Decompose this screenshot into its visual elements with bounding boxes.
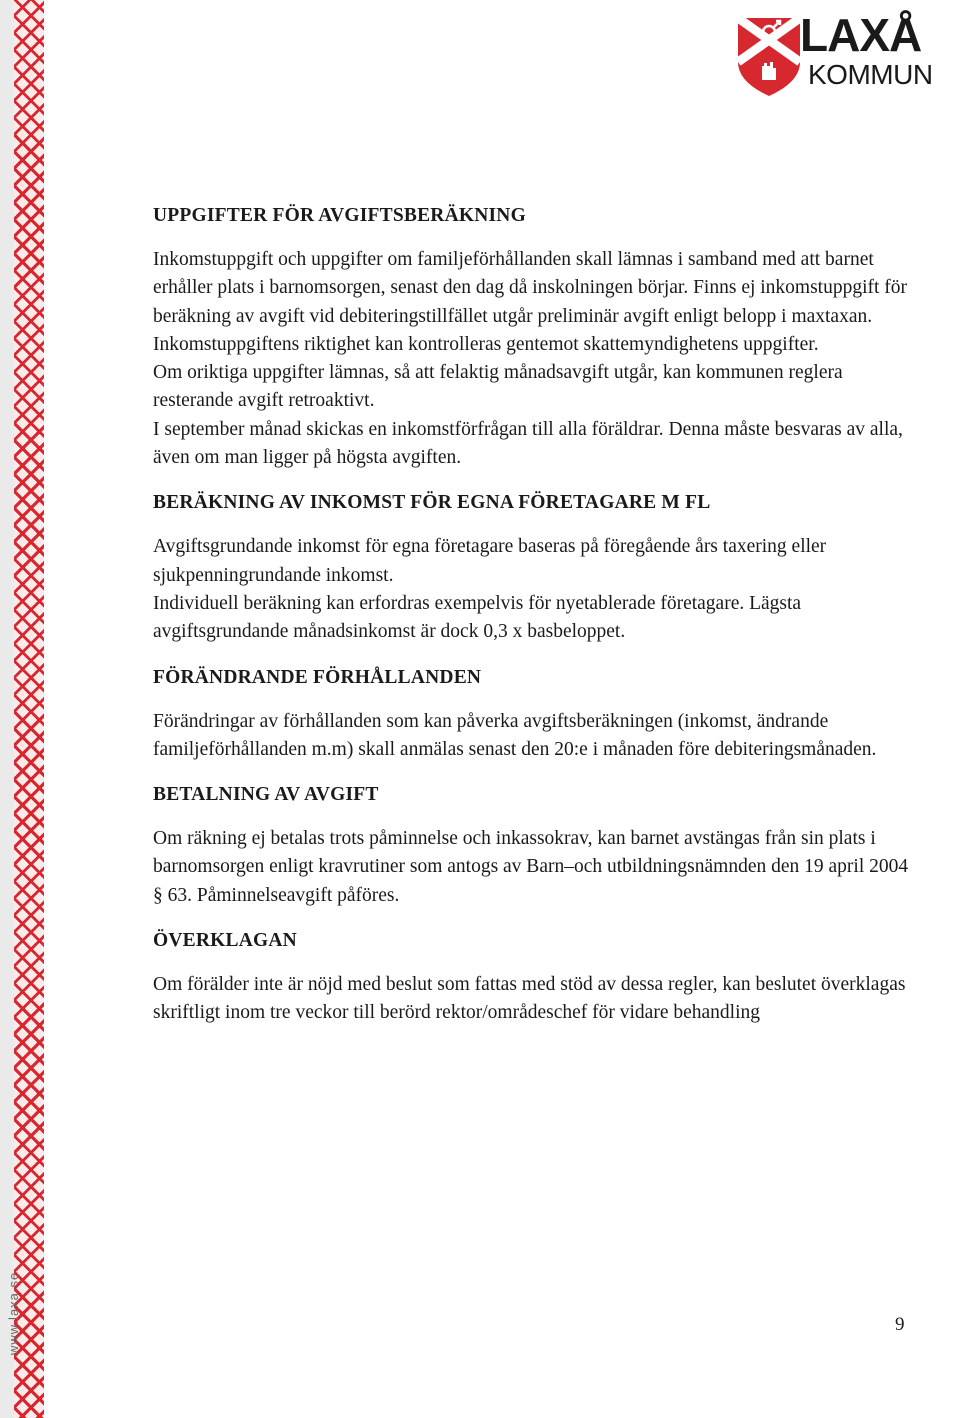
paragraph: Förändringar av förhållanden som kan påverka avgiftsberäkningen (inkomst, ändrande familjeförhållanden m.m) skall anmälas senast den 20:e i månaden före debiteringsmånaden. [153, 710, 877, 760]
page-number: 9 [895, 1314, 905, 1335]
document-body [153, 202, 913, 1028]
section-forandrande-forhallanden [153, 664, 913, 765]
paragraph: Inkomstuppgiftens riktighet kan kontrolleras gentemot skattemyndighetens uppgifter. [153, 333, 819, 355]
section-heading: BETALNING AV AVGIFT [153, 784, 379, 806]
section-avgiftsberakning [153, 202, 913, 472]
decorative-pattern-border [14, 0, 48, 1418]
logo-name: LAXÅ [800, 9, 922, 61]
paragraph: Individuell beräkning kan erfordras exempelvis för nyetablerade företagare. Lägsta avgiftsgrundande månadsinkomst är dock 0,3 x basbeloppet. [153, 592, 802, 643]
logo-subtitle: KOMMUN [808, 59, 933, 90]
section-overklagan [153, 927, 913, 1028]
section-heading: ÖVERKLAGAN [153, 930, 297, 952]
paragraph: Om förälder inte är nöjd med beslut som fattas med stöd av dessa regler, kan beslutet överklagas skriftligt inom tre veckor till berörd rektor/områdeschef för vidare behandling [153, 974, 906, 1024]
section-heading: FÖRÄNDRANDE FÖRHÅLLANDEN [153, 666, 482, 688]
paragraph: Inkomstuppgift och uppgifter om familjeförhållanden skall lämnas i samband med att barnet erhåller plats i barnomsorgen, senast den dag då inskolningen börjar. Finns ej inkomstuppgift för beräkning av avgift vid debiteringstillfället utgår preliminär avgift enligt belopp i maxtaxan. [153, 249, 908, 327]
section-heading: UPPGIFTER FÖR AVGIFTSBERÄKNING [153, 205, 526, 226]
paragraph: Om räkning ej betalas trots påminnelse och inkassokrav, kan barnet avstängas från sin plats i barnomsorgen enligt kravrutiner som antogs av Barn–och utbildningsnämnden den 19 april 2004 § 63. Påminnelseavgift påföres. [153, 828, 909, 906]
coat-of-arms-icon [730, 0, 806, 100]
website-url: www.laxa.se [6, 1271, 21, 1355]
paragraph: Avgiftsgrundande inkomst för egna företagare baseras på föregående års taxering eller sjukpenningrundande inkomst. [153, 536, 827, 586]
paragraph: I september månad skickas en inkomstförfrågan till alla föräldrar. Denna måste besvaras av alla, även om man ligger på högsta avgiften. [153, 418, 903, 469]
section-betalning [153, 781, 913, 910]
laxa-kommun-logo [730, 0, 960, 100]
section-egna-foretagare [153, 489, 913, 646]
section-heading: BERÄKNING AV INKOMST FÖR EGNA FÖRETAGARE M FL [153, 492, 711, 514]
paragraph: Om oriktiga uppgifter lämnas, så att felaktig månadsavgift utgår, kan kommunen reglera resterande avgift retroaktivt. [153, 362, 843, 412]
